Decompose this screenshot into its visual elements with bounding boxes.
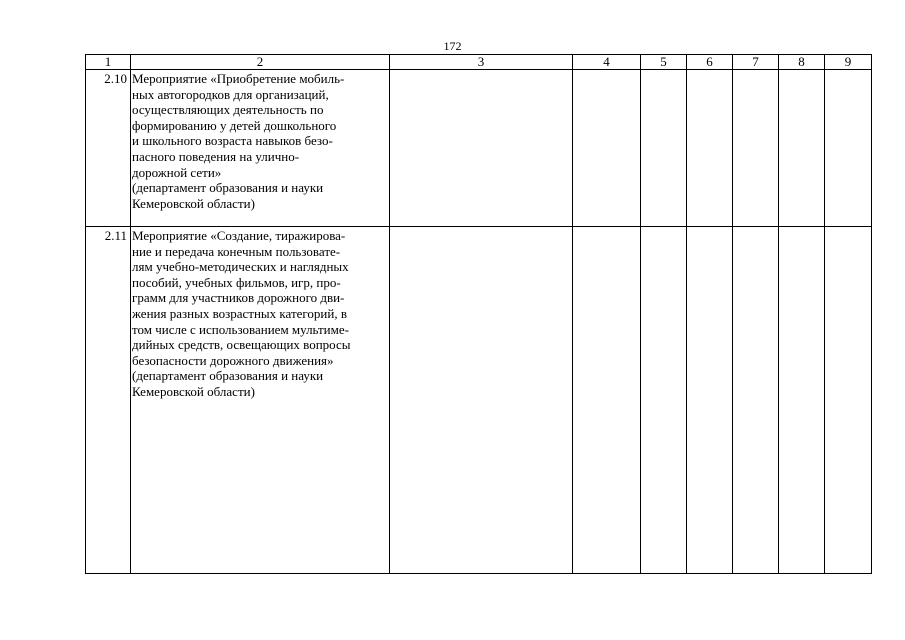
description-line: грамм для участников дорожного дви- (132, 290, 345, 306)
description-line: Мероприятие «Создание, тиражирова- (132, 228, 346, 243)
column-number: 2 (131, 55, 390, 70)
description-line: том числе с использованием мультиме- (132, 321, 349, 337)
column-number: 4 (573, 55, 641, 70)
column-number: 8 (779, 55, 825, 70)
empty-cell (641, 70, 687, 227)
description-line: ние и передача конечным пользовате- (132, 243, 341, 259)
description-line: формированию у детей дошкольного (132, 117, 337, 133)
table-row (86, 70, 872, 227)
empty-cell (687, 70, 733, 227)
description-line: Кемеровской области) (132, 383, 255, 399)
row-number: 2.10 (86, 70, 131, 227)
description-line: осуществляющих деятельность по (132, 102, 324, 118)
description-line: ных автогородков для организаций, (132, 86, 329, 102)
empty-cell (573, 227, 641, 574)
empty-cell (733, 227, 779, 574)
page-number: 172 (443, 39, 462, 53)
empty-cell (733, 70, 779, 227)
description-line: Мероприятие «Приобретение мобиль- (132, 71, 345, 86)
description-line: дорожной сети» (132, 164, 222, 180)
empty-cell (779, 227, 825, 574)
empty-cell (390, 227, 573, 574)
measures-table (85, 54, 872, 574)
column-number: 3 (390, 55, 573, 70)
description-line: пособий, учебных фильмов, игр, про- (132, 274, 341, 290)
table-row (86, 227, 872, 574)
description-line: Кемеровской области) (132, 195, 255, 211)
empty-cell (573, 70, 641, 227)
empty-cell (825, 70, 872, 227)
description-line: (департамент образования и науки (132, 368, 324, 384)
description-line: и школьного возраста навыков безо- (132, 133, 333, 149)
description-line: (департамент образования и науки (132, 180, 324, 196)
empty-cell (390, 70, 573, 227)
empty-cell (687, 227, 733, 574)
column-number: 6 (687, 55, 733, 70)
description-line: дийных средств, освещающих вопросы (132, 337, 351, 353)
description-line: пасного поведения на улично- (132, 148, 300, 164)
row-number: 2.11 (86, 227, 131, 574)
column-number: 1 (86, 55, 131, 70)
empty-cell (779, 70, 825, 227)
column-number: 5 (641, 55, 687, 70)
description-line: лям учебно-методических и наглядных (132, 259, 349, 275)
description-line: жения разных возрастных категорий, в (132, 305, 347, 321)
empty-cell (641, 227, 687, 574)
measure-description (131, 227, 390, 574)
column-number: 9 (825, 55, 872, 70)
column-number: 7 (733, 55, 779, 70)
empty-cell (825, 227, 872, 574)
measure-description (131, 70, 390, 227)
description-line: безопасности дорожного движения» (132, 352, 334, 368)
column-number-row (86, 55, 872, 70)
